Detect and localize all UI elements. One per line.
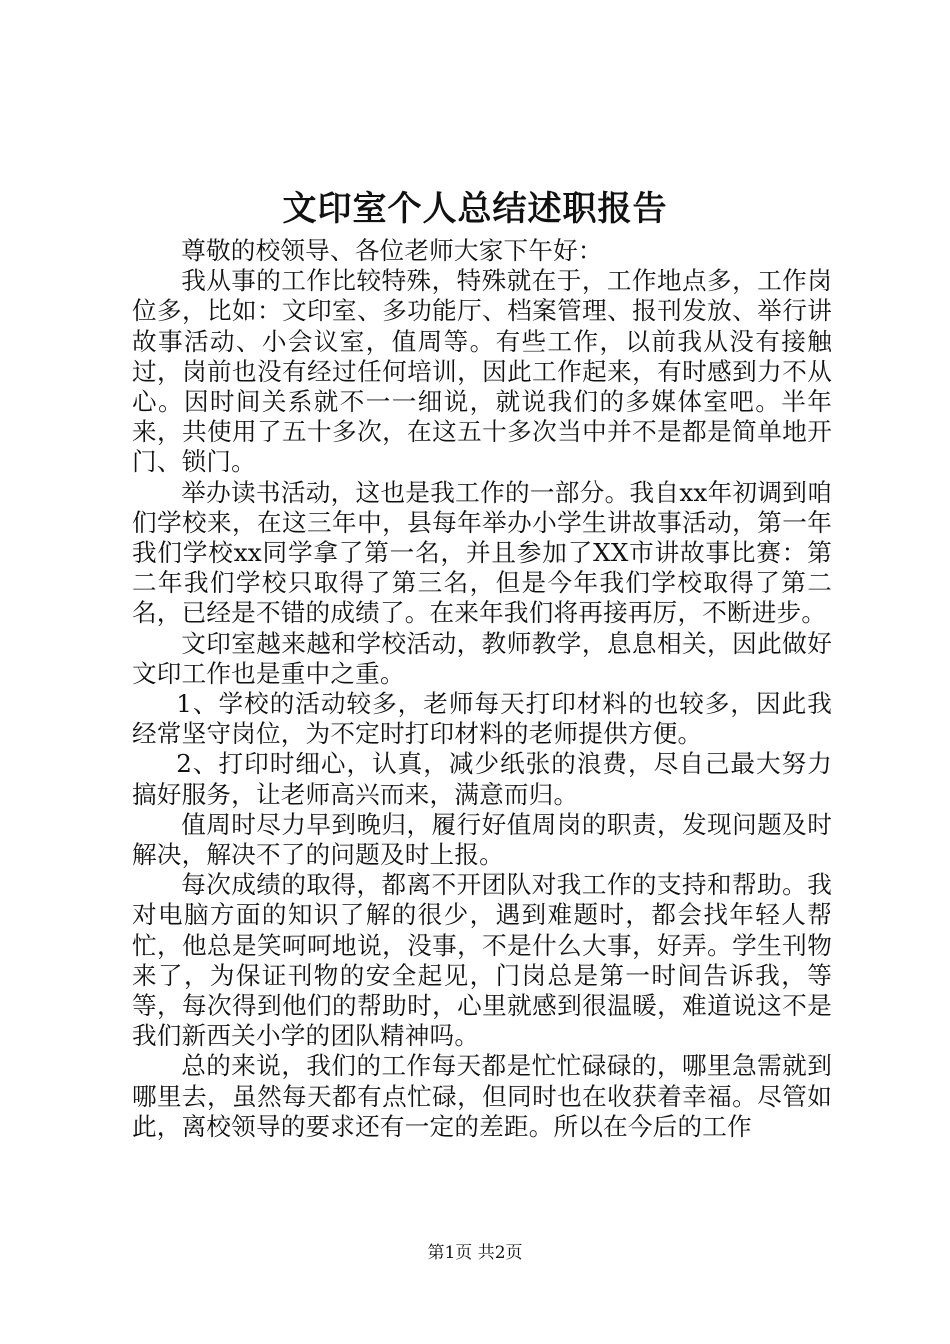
- list-item-paragraph: 1、学校的活动较多，老师每天打印材料的也较多，因此我经常坚守岗位，为不定时打印材料的老师提供方便。: [132, 689, 832, 749]
- page-number-footer: 第1页 共2页: [427, 1243, 523, 1263]
- body-paragraph: 每次成绩的取得，都离不开团队对我工作的支持和帮助。我对电脑方面的知识了解的很少，遇到难题时，都会找年轻人帮忙，他总是笑呵呵地说，没事，不是什么大事，好弄。学生刊物来了，为保证刊物的安全起见，门岗总是第一时间告诉我，等等，每次得到他们的帮助时，心里就感到很温暖，难道说这不是我们新西关小学的团队精神吗。: [132, 870, 832, 1051]
- body-paragraph: 值周时尽力早到晚归，履行好值周岗的职责，发现问题及时解决，解决不了的问题及时上报。: [132, 809, 832, 870]
- document-title: 文印室个人总结述职报告: [282, 189, 668, 229]
- body-paragraph: 总的来说，我们的工作每天都是忙忙碌碌的，哪里急需就到哪里去，虽然每天都有点忙碌，但同时也在收获着幸福。尽管如此，离校领导的要求还有一定的差距。所以在今后的工作: [132, 1051, 832, 1141]
- salutation-paragraph: 尊敬的校领导、各位老师大家下午好：: [181, 236, 603, 265]
- document-body: [132, 236, 832, 1142]
- body-paragraph: 举办读书活动，这也是我工作的一部分。我自xx年初调到咱们学校来，在这三年中，县每年举办小学生讲故事活动，第一年我们学校xx同学拿了第一名，并且参加了XX市讲故事比赛：第二年我们学校只取得了第三名，但是今年我们学校取得了第二名，已经是不错的成绩了。在来年我们将再接再厉，不断进步。: [132, 477, 832, 628]
- body-paragraph: 文印室越来越和学校活动，教师教学，息息相关，因此做好文印工作也是重中之重。: [132, 628, 832, 688]
- body-paragraph: 我从事的工作比较特殊，特殊就在于，工作地点多，工作岗位多，比如：文印室、多功能厅、档案管理、报刊发放、举行讲故事活动、小会议室，值周等。有些工作，以前我从没有接触过，岗前也没有经过任何培训，因此工作起来，有时感到力不从心。因时间关系就不一一细说，就说我们的多媒体室吧。半年来，共使用了五十多次，在这五十多次当中并不是都是简单地开门、锁门。: [132, 266, 832, 477]
- list-item-paragraph: 2、打印时细心，认真，减少纸张的浪费，尽自己最大努力搞好服务，让老师高兴而来，满意而归。: [132, 749, 832, 809]
